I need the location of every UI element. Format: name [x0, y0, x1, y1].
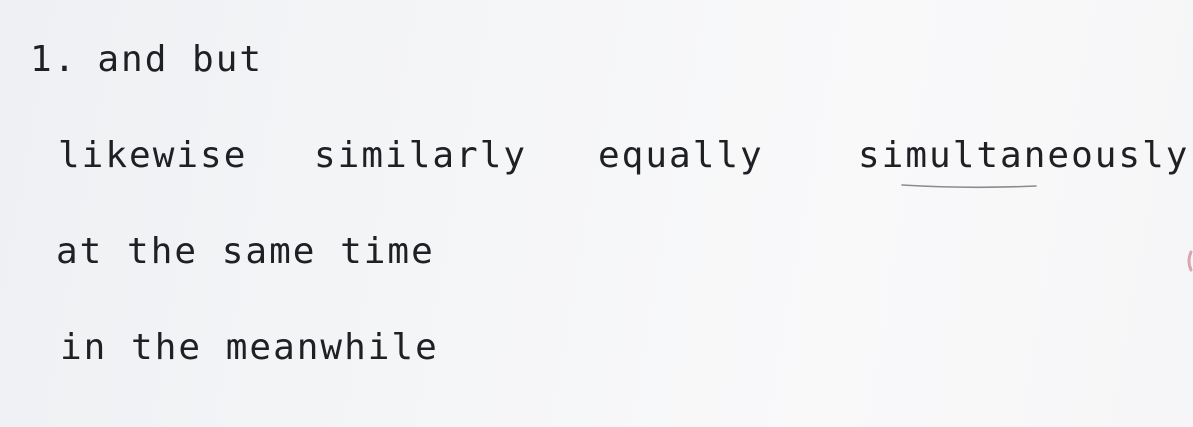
synonym-equally: equally [598, 135, 764, 176]
heading-text: and but [97, 39, 264, 80]
pen-tip-mark [1185, 250, 1193, 272]
heading-line [30, 40, 263, 80]
phrase-in-the-meanwhile: in the meanwhile [60, 327, 439, 368]
synonym-similarly: similarly [314, 135, 528, 176]
handwritten-underline [900, 183, 1038, 189]
phrase-at-the-same-time: at the same time [56, 231, 435, 272]
synonym-likewise: likewise [58, 135, 248, 176]
synonym-simultaneously: simultaneously [858, 135, 1190, 176]
list-number: 1. [30, 39, 78, 80]
synonym-row [58, 136, 1193, 176]
